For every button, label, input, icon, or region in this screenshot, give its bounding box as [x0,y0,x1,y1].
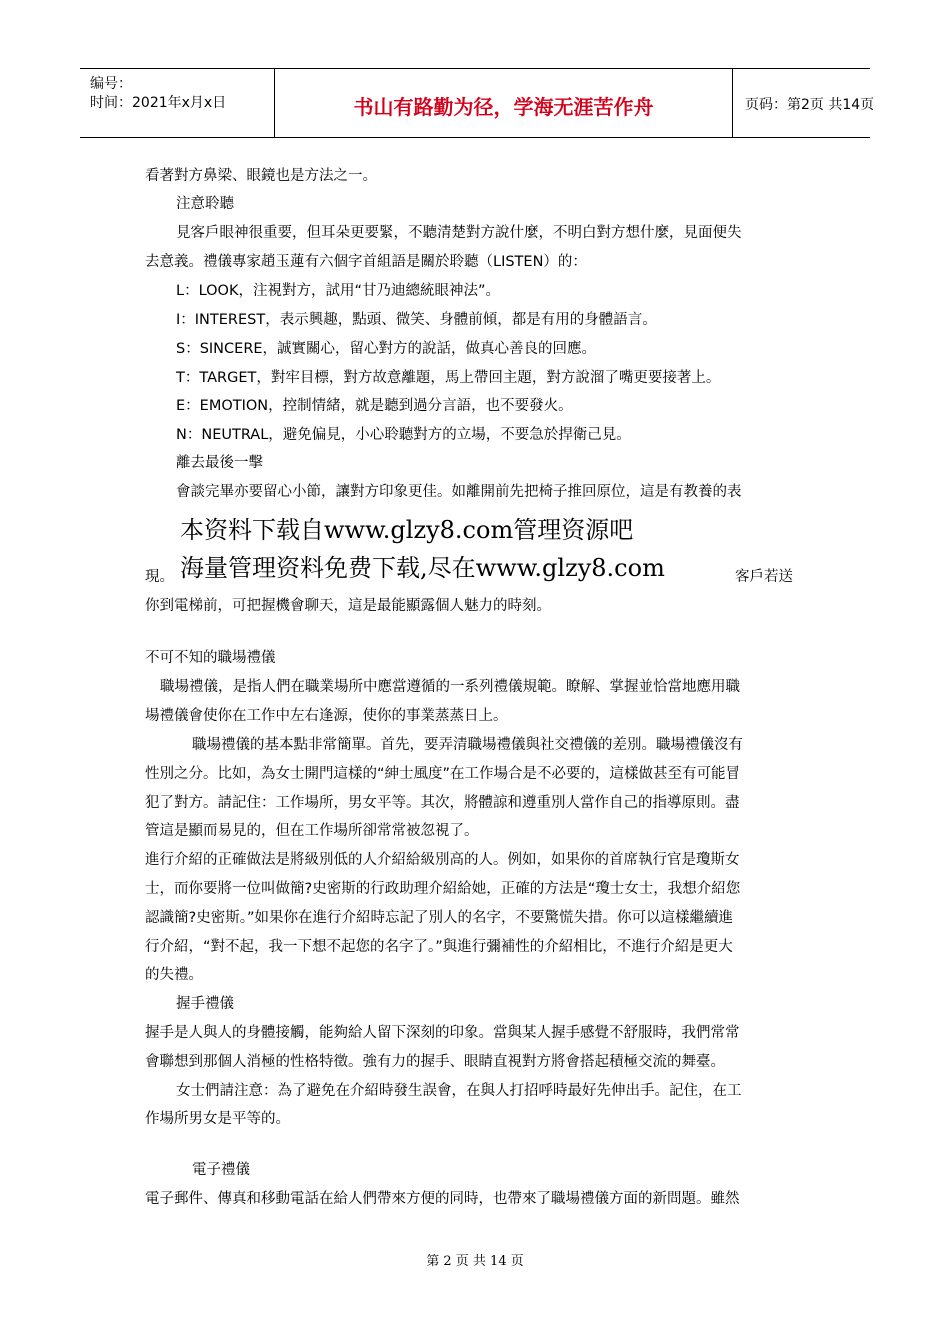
listen-item-t: T：TARGET，對牢目標，對方故意離題，馬上帶回主題，對方說溜了嘴更要接著上。 [176,370,721,386]
page-label: 页码：第2页 共14页 [745,97,875,113]
watermark-line-1: 本资料下载自www.glzy8.com管理资源吧 [180,516,634,544]
body-line: 去意義。禮儀專家趙玉蓮有六個字首組語是關於聆聽（LISTEN）的： [145,254,587,270]
section-heading-electronic: 電子禮儀 [192,1162,250,1178]
listen-item-s: S：SINCERE，誠實關心，留心對方的說話，做真心善良的回應。 [176,341,597,357]
body-line: 握手是人與人的身體接觸，能夠給人留下深刻的印象。當與某人握手感覺不舒服時，我們常常 [145,1025,740,1041]
body-line: 的失禮。 [145,967,203,983]
section-heading-leaving: 離去最後一擊 [176,455,263,471]
listen-item-n: N：NEUTRAL，避免偏見，小心聆聽對方的立場，不要急於捍衛己見。 [176,427,631,443]
section-heading-workplace: 不可不知的職場禮儀 [145,650,276,666]
body-line: 現。 [145,569,174,585]
body-line: 認識簡?史密斯。”如果你在進行介紹時忘記了別人的名字，不要驚慌失措。你可以這樣繼續進 [145,910,733,926]
body-line: 場禮儀會使你在工作中左右逢源，使你的事業蒸蒸日上。 [145,708,508,724]
body-line: 客戶若送 [735,569,793,585]
header-page-cell [733,69,875,137]
serial-label: 编号： [90,76,132,92]
body-line: 行介紹，“對不起，我一下想不起您的名字了。”與進行彌補性的介紹相比，不進行介紹是更大 [145,939,733,955]
section-heading-handshake: 握手禮儀 [176,996,234,1012]
body-line: 會聯想到那個人消極的性格特徵。強有力的握手、眼睛直視對方將會搭起積極交流的舞臺。 [145,1054,725,1070]
watermark-line-2: 海量管理资料免费下载,尽在www.glzy8.com [180,554,665,582]
section-heading-listening: 注意聆聽 [176,196,234,212]
body-line: 作場所男女是平等的。 [145,1111,290,1127]
body-line: 職場禮儀，是指人們在職業場所中應當遵循的一系列禮儀規範。瞭解、掌握並恰當地應用職 [160,679,740,695]
body-line: 犯了對方。請記住：工作場所，男女平等。其次，將體諒和遵重別人當作自己的指導原則。盡 [145,795,740,811]
body-line: 見客戶眼神很重要，但耳朵更要緊，不聽清楚對方說什麼，不明白對方想什麼，見面便失 [176,225,742,241]
header-meta-cell [80,69,275,137]
body-line: 職場禮儀的基本點非常簡單。首先，要弄清職場禮儀與社交禮儀的差別。職場禮儀沒有 [192,737,743,753]
header-motto-cell [275,69,733,137]
page-header [80,68,875,138]
body-line: 性別之分。比如，為女士開門這樣的“紳士風度”在工作場合是不必要的，這樣做甚至有可能冒 [145,766,741,782]
body-line: 管這是顯而易見的，但在工作場所卻常常被忽視了。 [145,823,479,839]
listen-item-l: L：LOOK，注視對方，試用“甘乃迪總統眼神法”。 [176,283,500,299]
date-label: 时间：2021年x月x日 [90,95,227,111]
body-line: 女士們請注意：為了避免在介紹時發生誤會，在與人打招呼時最好先伸出手。記住，在工 [176,1083,742,1099]
motto: 书山有路勤为径，学海无涯苦作舟 [353,95,654,119]
listen-item-e: E：EMOTION，控制情緒，就是聽到過分言語，也不要發火。 [176,398,573,414]
page-footer: 第 2 页 共 14 页 [426,1254,524,1269]
body-line: 士，而你要將一位叫做簡?史密斯的行政助理介紹給她，正確的方法是“瓊士女士，我想介紹您 [145,881,741,897]
body-line: 電子郵件、傳真和移動電話在給人們帶來方便的同時，也帶來了職場禮儀方面的新問題。雖然 [145,1191,740,1207]
body-line: 進行介紹的正確做法是將級別低的人介紹給級別高的人。例如，如果你的首席執行官是瓊斯女 [145,852,740,868]
body-line: 看著對方鼻梁、眼鏡也是方法之一。 [145,168,377,184]
body-line: 你到電梯前，可把握機會聊天，這是最能顯露個人魅力的時刻。 [145,598,551,614]
listen-item-i: I：INTEREST，表示興趣，點頭、微笑、身體前傾，都是有用的身體語言。 [176,312,657,328]
body-line: 會談完畢亦要留心小節，讓對方印象更佳。如離開前先把椅子推回原位，這是有教養的表 [176,484,742,500]
